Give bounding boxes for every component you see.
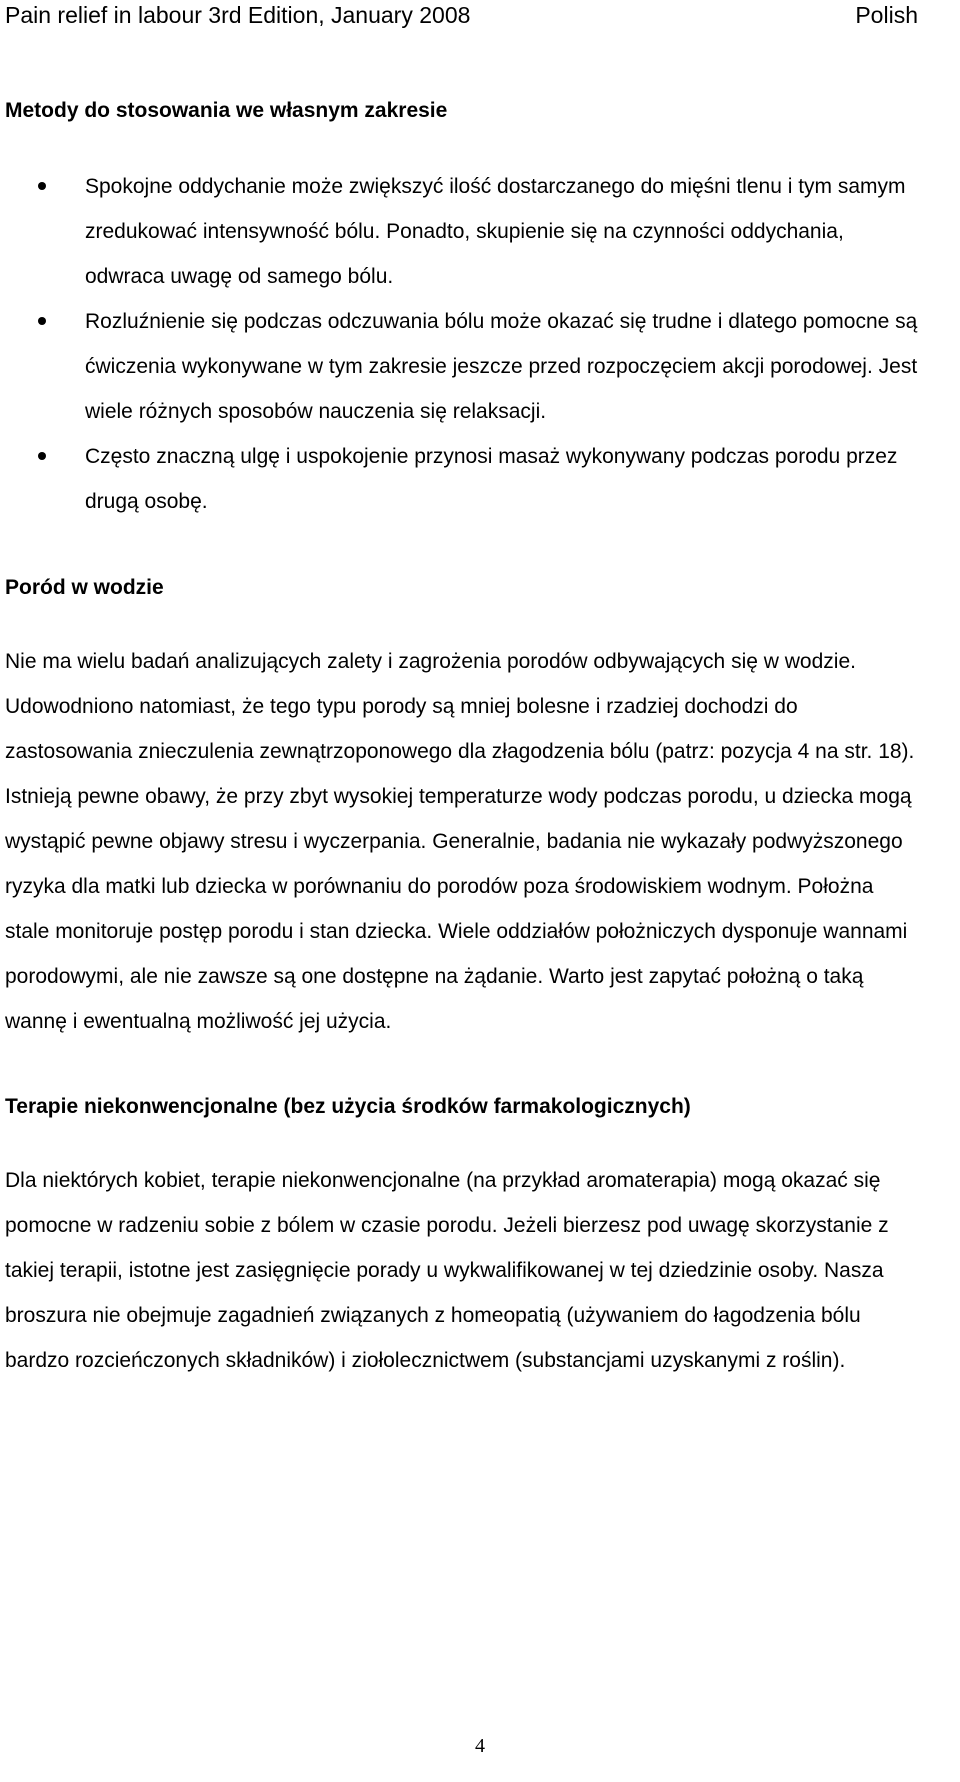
section-heading-alternative-therapies: Terapie niekonwencjonalne (bez użycia środków farmakologicznych) xyxy=(5,1095,691,1118)
bullet-icon xyxy=(38,452,46,460)
bullet-icon xyxy=(38,317,46,325)
header-title: Pain relief in labour 3rd Edition, January 2008 xyxy=(5,2,471,28)
bullet-list xyxy=(5,164,923,524)
bullet-icon xyxy=(38,182,46,190)
list-item xyxy=(5,299,923,434)
section-paragraph-alternative-therapies: Dla niektórych kobiet, terapie niekonwencjonalne (na przykład aromaterapia) mogą okazać się pomocne w radzeniu sobie z bólem w czasie porodu. Jeżeli bierzesz pod uwagę skorzystanie z takiej terapii, istotne jest zasięgnięcie porady u wykwalifikowanej w tej dziedzinie osoby. Nasza broszura nie obejmuje zagadnień związanych z homeopatią (używaniem do łagodzenia bólu bardzo rozcieńczonych składników) i ziołolecznictwem (substancjami uzyskanymi z roślin). xyxy=(5,1169,889,1372)
page-content xyxy=(5,96,923,1383)
section-heading-water-birth: Poród w wodzie xyxy=(5,576,164,599)
page-header xyxy=(5,0,918,30)
page-number: 4 xyxy=(475,1735,485,1757)
header-language: Polish xyxy=(855,2,918,28)
list-item-text: Często znaczną ulgę i uspokojenie przynosi masaż wykonywany podczas porodu przez drugą osobę. xyxy=(85,445,898,513)
list-item-text: Rozluźnienie się podczas odczuwania bólu może okazać się trudne i dlatego pomocne są ćwiczenia wykonywane w tym zakresie jeszcze przed rozpoczęciem akcji porodowej. Jest wiele różnych sposobów nauczenia się relaksacji. xyxy=(85,310,918,423)
section-paragraph-water-birth: Nie ma wielu badań analizujących zalety i zagrożenia porodów odbywających się w wodzie. Udowodniono natomiast, że tego typu porody są mniej bolesne i rzadziej dochodzi do zastosowania znieczulenia zewnątrzoponowego dla złagodzenia bólu (patrz: pozycja 4 na str. 18). Istnieją pewne obawy, że przy zbyt wysokiej temperaturze wody podczas porodu, u dziecka mogą wystąpić pewne objawy stresu i wyczerpania. Generalnie, badania nie wykazały podwyższonego ryzyka dla matki lub dziecka w porównaniu do porodów poza środowiskiem wodnym. Położna stale monitoruje postęp porodu i stan dziecka. Wiele oddziałów położniczych dysponuje wannami porodowymi, ale nie zawsze są one dostępne na żądanie. Warto jest zapytać położną o taką wannę i ewentualną możliwość jej użycia. xyxy=(5,650,915,1033)
list-item xyxy=(5,434,923,524)
list-item xyxy=(5,164,923,299)
list-item-text: Spokojne oddychanie może zwiększyć ilość dostarczanego do mięśni tlenu i tym samym zredukować intensywność bólu. Ponadto, skupienie się na czynności oddychania, odwraca uwagę od samego bólu. xyxy=(85,175,906,288)
section-heading-self-methods: Metody do stosowania we własnym zakresie xyxy=(5,99,448,122)
